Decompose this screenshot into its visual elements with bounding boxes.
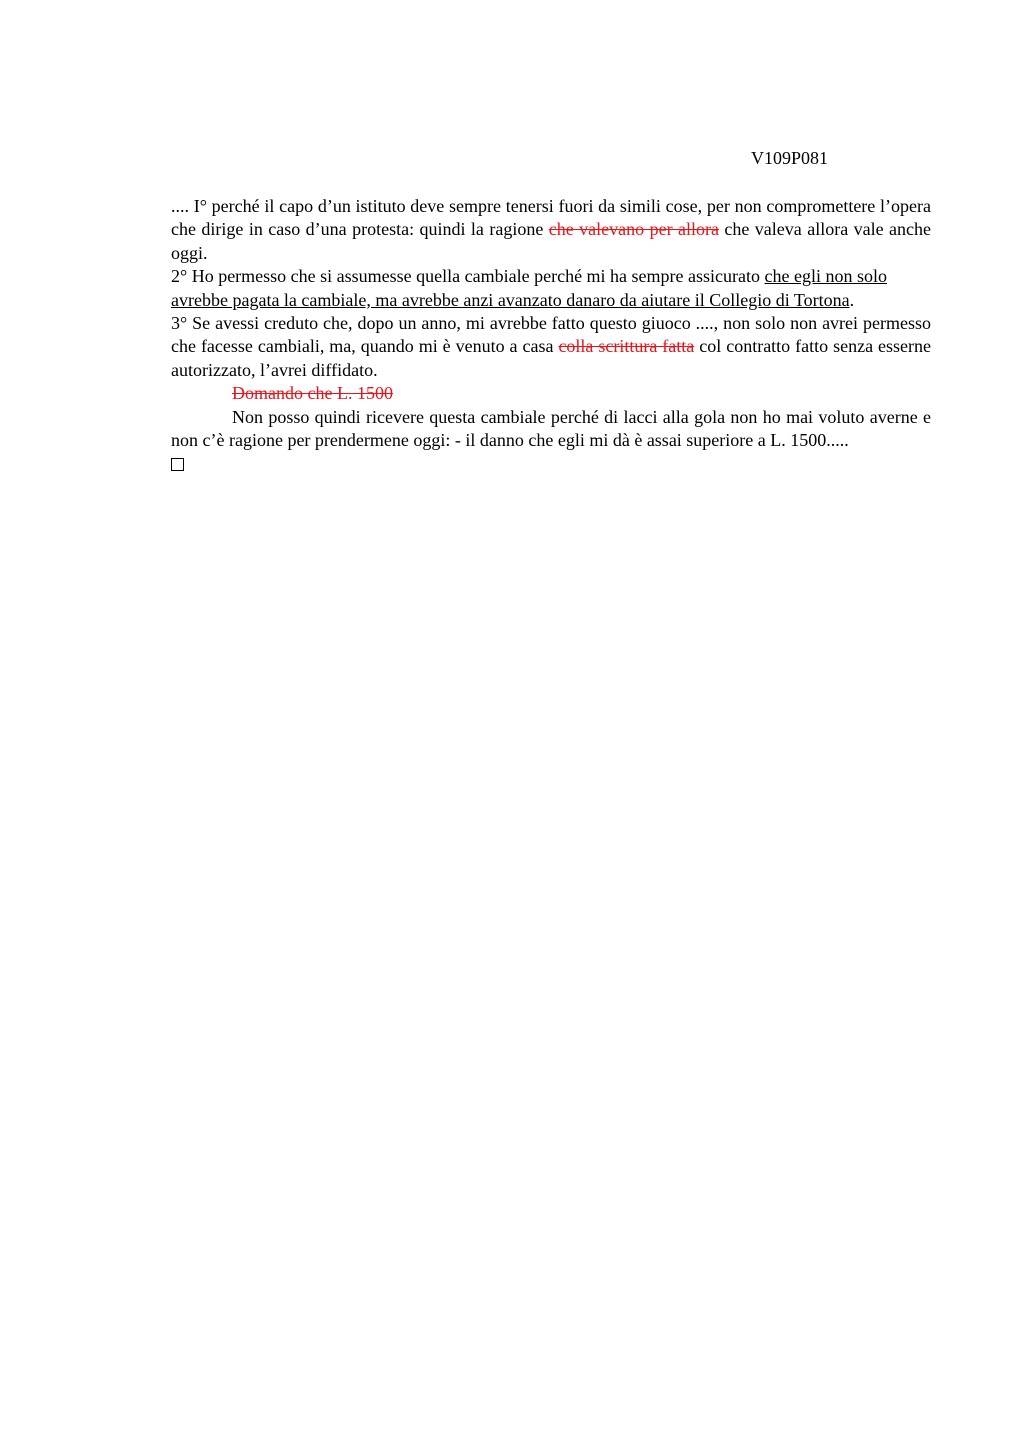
paragraph-2-text-a: 2° Ho permesso che si assumesse quella cambiale perché mi ha sempre assicurato	[171, 266, 765, 287]
end-marker	[171, 452, 931, 477]
paragraph-2	[171, 265, 931, 312]
square-outline-icon	[171, 458, 184, 471]
deleted-text: che valevano per allora	[548, 219, 719, 240]
paragraph-1-text-a: .... I° perché il capo d’un istituto deve sempre tenersi fuori da simili cose, per non compromettere l’opera che dirige in caso d’una protesta: quindi la ragione	[171, 196, 931, 240]
page-code: V109P081	[751, 148, 829, 168]
paragraph-3-text-a: 3° Se avessi creduto che, dopo un anno, mi avrebbe fatto questo giuoco ...., non solo non avrei permesso che facesse cambiali, ma, quando mi è venuto a casa	[171, 313, 931, 357]
paragraph-1	[171, 195, 931, 265]
paragraph-3-text-b: col contratto fatto senza esserne autorizzato, l’avrei diffidato.	[171, 336, 931, 380]
paragraph-1-text-b: che valeva allora vale anche oggi.	[171, 219, 931, 263]
underlined-text: che egli non solo avrebbe pagata la cambiale, ma avrebbe anzi avanzato danaro da aiutare il Collegio di Tortona	[171, 266, 887, 310]
paragraph-5: Non posso quindi ricevere questa cambiale perché di lacci alla gola non ho mai voluto averne e non c’è ragione per prendermene oggi: - il danno che egli mi dà è assai superiore a L. 1500.....	[171, 406, 931, 451]
paragraph-2-text-b: .	[849, 289, 855, 310]
document-body	[171, 195, 931, 478]
paragraph-4	[171, 382, 931, 405]
paragraph-3	[171, 312, 931, 382]
deleted-text: Domando che L. 1500	[232, 383, 393, 404]
deleted-text: colla scrittura fatta	[558, 336, 695, 357]
